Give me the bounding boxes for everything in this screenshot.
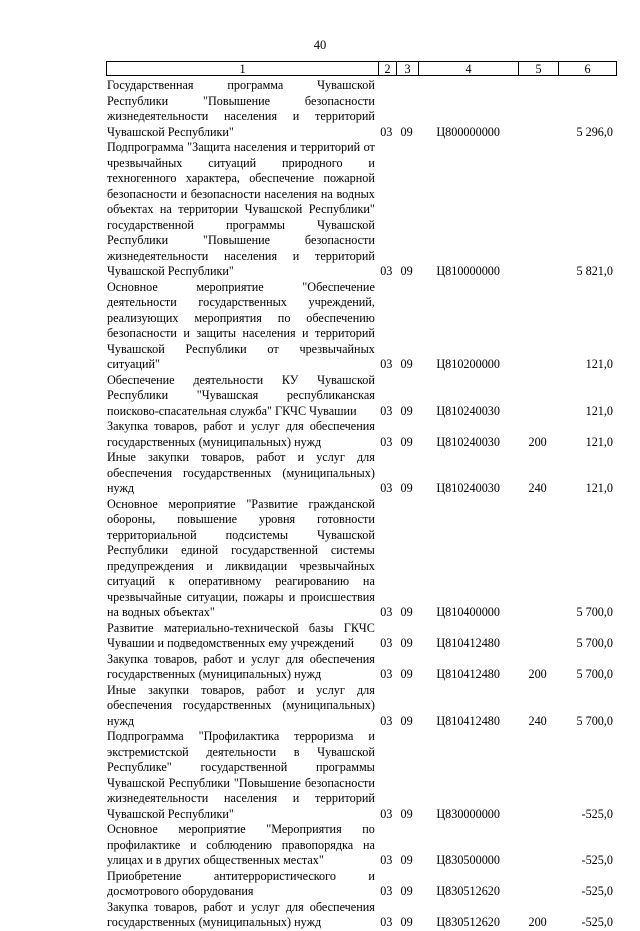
row-pr: 09 — [400, 713, 413, 728]
row-sum: -525,0 — [581, 884, 614, 898]
page-number: 40 — [313, 38, 327, 52]
row-csr: Ц810240030 — [436, 434, 500, 449]
table-row — [107, 373, 617, 420]
row-sum: -525,0 — [581, 915, 614, 929]
row-csr: Ц830000000 — [436, 806, 500, 821]
table-row — [107, 869, 617, 900]
row-csr: Ц810400000 — [436, 605, 500, 619]
row-sum: 5 821,0 — [576, 264, 614, 278]
row-vr: 200 — [528, 667, 547, 681]
table-row — [107, 78, 617, 140]
row-name: Приобретение антитеррористического и досмотрового оборудования — [107, 868, 375, 898]
table-row — [107, 822, 617, 869]
row-pr: 09 — [400, 915, 413, 929]
table-row — [107, 450, 617, 497]
row-name: Государственная программа Чувашской Республики "Повышение безопасности жизнедеятельности населения и территорий Чувашской Республики" — [107, 78, 375, 139]
row-sum: 121,0 — [585, 357, 614, 371]
row-rz: 03 — [380, 806, 393, 821]
row-rz: 03 — [380, 403, 393, 418]
header-col-2: 2 — [378, 61, 396, 76]
row-rz: 03 — [380, 264, 393, 278]
row-rz: 03 — [380, 884, 393, 898]
row-sum: -525,0 — [581, 853, 614, 867]
row-csr: Ц830500000 — [436, 853, 500, 867]
row-csr: Ц810412480 — [436, 636, 500, 650]
row-pr: 09 — [400, 667, 413, 681]
row-name: Закупка товаров, работ и услуг для обеспечения государственных (муниципальных) нужд — [107, 419, 375, 449]
table-row — [107, 419, 617, 450]
header-col-1: 1 — [106, 61, 378, 76]
row-vr: 200 — [528, 915, 547, 929]
row-name: Основное мероприятие "Развитие гражданской обороны, повышение уровня готовности территориальной подсистемы Чувашской Республики единой государственной системы предупреждения и ликвидации чрезвычайных ситуаций к оперативному реагированию на чрезвычайные ситуации, пожары и происшествия на водных объектах" — [107, 496, 375, 619]
row-rz: 03 — [380, 667, 393, 681]
row-csr: Ц810000000 — [436, 264, 500, 278]
table-row — [107, 621, 617, 652]
row-pr: 09 — [400, 357, 413, 371]
header-col-6: 6 — [558, 61, 617, 76]
table-header — [106, 61, 617, 76]
row-rz: 03 — [380, 605, 393, 619]
row-sum: 5 700,0 — [576, 605, 614, 619]
row-rz: 03 — [380, 124, 393, 139]
row-sum: 5 700,0 — [576, 636, 614, 650]
row-csr: Ц830512620 — [436, 884, 500, 898]
row-name: Иные закупки товаров, работ и услуг для обеспечения государственных (муниципальных) нужд — [107, 450, 375, 495]
row-name: Закупка товаров, работ и услуг для обеспечения государственных (муниципальных) нужд — [107, 899, 375, 929]
row-name: Основное мероприятие "Обеспечение деятельности государственных учреждений, реализующих мероприятия по обеспечению безопасности и защиты населения и территорий Чувашской Республики от чрезвычайных ситуаций" — [107, 279, 375, 371]
row-vr: 240 — [528, 713, 547, 728]
table-row — [107, 652, 617, 683]
row-pr: 09 — [400, 264, 413, 278]
row-name: Развитие материально-технической базы ГКЧС Чувашии и подведомственных ему учреждений — [107, 620, 375, 650]
row-rz: 03 — [380, 853, 393, 867]
row-vr: 200 — [528, 434, 547, 449]
row-name: Закупка товаров, работ и услуг для обеспечения государственных (муниципальных) нужд — [107, 651, 375, 681]
row-pr: 09 — [400, 434, 413, 449]
row-rz: 03 — [380, 434, 393, 449]
row-vr: 240 — [528, 481, 547, 495]
row-csr: Ц810412480 — [436, 713, 500, 728]
row-pr: 09 — [400, 884, 413, 898]
table-row — [107, 497, 617, 621]
header-col-3: 3 — [396, 61, 418, 76]
row-csr: Ц800000000 — [436, 124, 500, 139]
row-name: Подпрограмма "Профилактика терроризма и экстремистской деятельности в Чувашской Республике" государственной программы Чувашской Республики "Повышение безопасности жизнедеятельности населения и территорий Чувашской Республики" — [107, 729, 375, 821]
row-csr: Ц810200000 — [436, 357, 500, 371]
row-sum: -525,0 — [581, 806, 614, 821]
row-sum: 121,0 — [585, 403, 614, 418]
table-row — [107, 683, 617, 730]
row-csr: Ц830512620 — [436, 915, 500, 929]
row-name: Обеспечение деятельности КУ Чувашской Республики "Чувашская республиканская поисково-спасательная служба" ГКЧС Чувашии — [107, 372, 375, 418]
row-sum: 121,0 — [585, 434, 614, 449]
header-col-4: 4 — [418, 61, 518, 76]
row-sum: 5 700,0 — [576, 713, 614, 728]
table-row — [107, 729, 617, 822]
table-body — [107, 78, 617, 931]
table-row — [107, 140, 617, 280]
row-sum: 5 296,0 — [576, 124, 614, 139]
row-csr: Ц810240030 — [436, 481, 500, 495]
row-name: Иные закупки товаров, работ и услуг для обеспечения государственных (муниципальных) нужд — [107, 682, 375, 728]
row-rz: 03 — [380, 357, 393, 371]
row-name: Основное мероприятие "Мероприятия по профилактике и соблюдению правопорядка на улицах и в других общественных местах" — [107, 822, 375, 867]
row-pr: 09 — [400, 636, 413, 650]
row-csr: Ц810412480 — [436, 667, 500, 681]
row-pr: 09 — [400, 124, 413, 139]
row-csr: Ц810240030 — [436, 403, 500, 418]
row-rz: 03 — [380, 713, 393, 728]
table-row — [107, 280, 617, 373]
row-rz: 03 — [380, 915, 393, 929]
row-rz: 03 — [380, 481, 393, 495]
row-sum: 121,0 — [585, 481, 614, 495]
row-pr: 09 — [400, 806, 413, 821]
table-row — [107, 900, 617, 931]
row-sum: 5 700,0 — [576, 667, 614, 681]
row-rz: 03 — [380, 636, 393, 650]
row-pr: 09 — [400, 403, 413, 418]
row-pr: 09 — [400, 481, 413, 495]
row-name: Подпрограмма "Защита населения и территорий от чрезвычайных ситуаций природного и техногенного характера, обеспечение пожарной безопасности и безопасности населения на водных объектах на территории Чувашской Республики" государственной программы Чувашской Республики "Повышение безопасности жизнедеятельности населения и территорий Чувашской Республики" — [107, 140, 375, 278]
row-pr: 09 — [400, 605, 413, 619]
row-pr: 09 — [400, 853, 413, 867]
header-col-5: 5 — [518, 61, 558, 76]
